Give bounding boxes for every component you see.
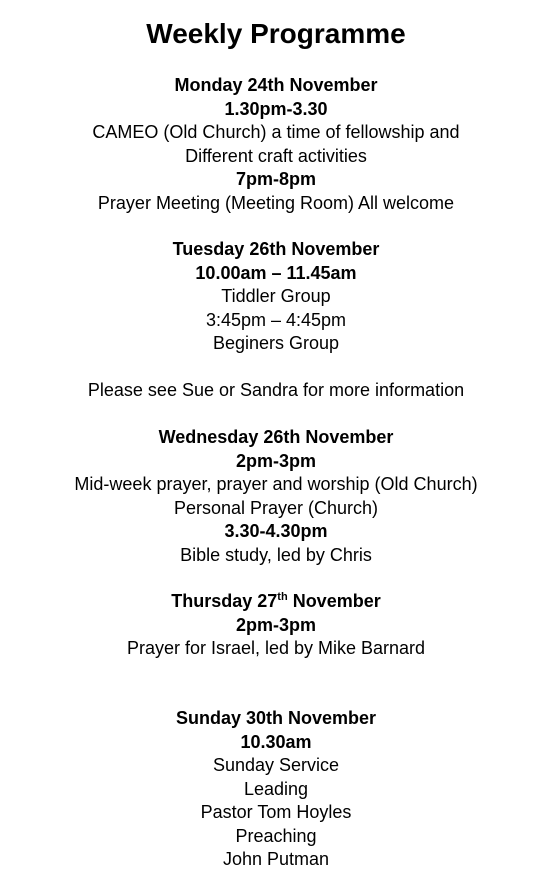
thursday-desc-1: Prayer for Israel, led by Mike Barnard <box>126 638 426 658</box>
thursday-day-sup: th <box>277 591 288 603</box>
thursday-time-1: 2pm-3pm <box>235 614 316 635</box>
tuesday-day: Tuesday 26th November <box>172 239 380 259</box>
wednesday-time-2: 3.30-4.30pm <box>224 521 328 541</box>
monday-desc-3: Prayer Meeting (Meeting Room) All welcome <box>97 192 455 213</box>
sunday-section <box>0 707 552 872</box>
wednesday-desc-2: Personal Prayer (Church) <box>173 497 379 518</box>
sunday-desc-2: Leading <box>243 778 309 799</box>
thursday-day-post: November <box>287 591 381 611</box>
tuesday-time-1: 10.00am – 11.45am <box>195 262 357 283</box>
thursday-section <box>0 590 552 661</box>
thursday-day <box>0 590 552 614</box>
tuesday-desc-2: Beginers Group <box>212 333 340 353</box>
sunday-desc-4: Preaching <box>235 825 317 846</box>
wednesday-day: Wednesday 26th November <box>158 427 394 447</box>
thursday-day-pre: Thursday 27 <box>171 591 278 611</box>
sunday-desc-1: Sunday Service <box>212 755 340 775</box>
monday-day: Monday 24th November <box>174 75 378 95</box>
sunday-time-1: 10.30am <box>240 731 312 752</box>
monday-time-1: 1.30pm-3.30 <box>224 98 328 119</box>
wednesday-time-1: 2pm-3pm <box>235 450 316 471</box>
tuesday-section <box>0 238 552 356</box>
info-section <box>0 379 552 403</box>
wednesday-section <box>0 426 552 567</box>
page-title: Weekly Programme <box>146 18 406 49</box>
monday-time-2: 7pm-8pm <box>235 169 316 189</box>
monday-desc-1: CAMEO (Old Church) a time of fellowship and <box>92 122 460 142</box>
monday-desc-2: Different craft activities <box>185 145 367 166</box>
monday-section <box>0 74 552 215</box>
sunday-desc-5: John Putman <box>222 849 330 869</box>
tuesday-desc-1: Tiddler Group <box>221 286 331 306</box>
wednesday-desc-3: Bible study, led by Chris <box>180 544 372 565</box>
tuesday-time-2: 3:45pm – 4:45pm <box>205 309 347 330</box>
sunday-day: Sunday 30th November <box>175 708 377 728</box>
info-note: Please see Sue or Sandra for more information <box>87 380 465 400</box>
sunday-desc-3: Pastor Tom Hoyles <box>200 802 352 822</box>
wednesday-desc-1: Mid-week prayer, prayer and worship (Old Church) <box>74 474 478 494</box>
